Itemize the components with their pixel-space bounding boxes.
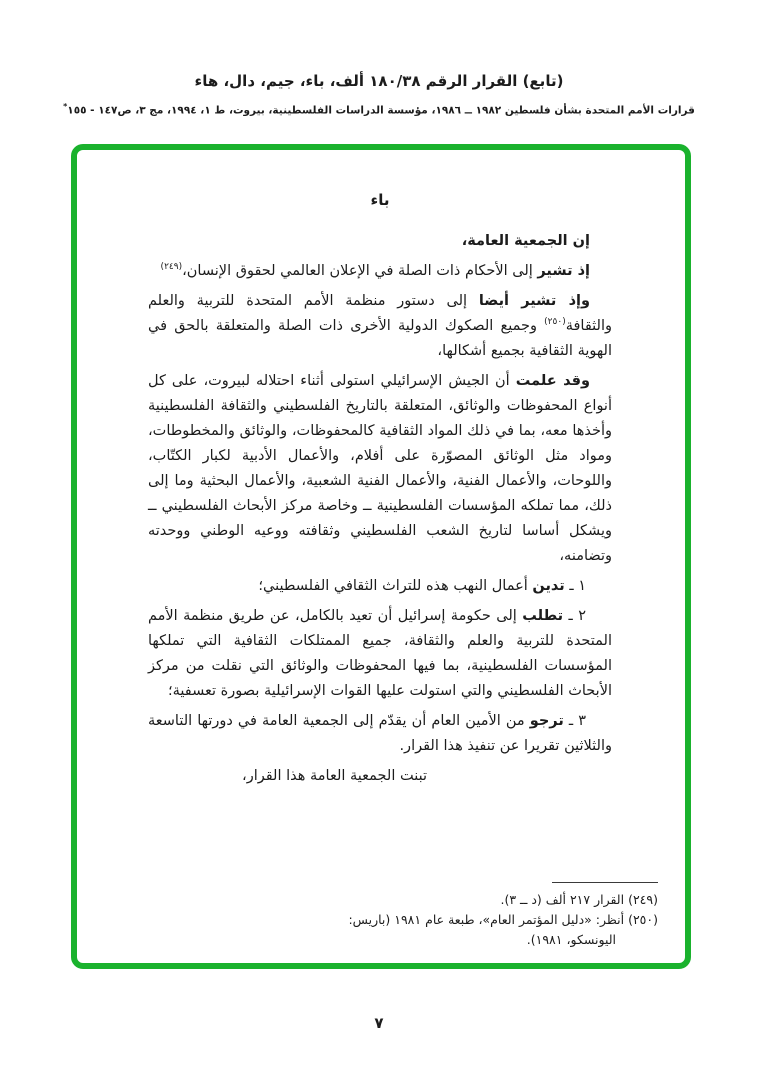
paragraph-text: أعمال النهب هذه للتراث الثقافي الفلسطيني؛: [258, 578, 533, 594]
paragraph: [148, 604, 612, 704]
paragraph-text: إلى الأحكام ذات الصلة في الإعلان العالمي لحقوق الإنسان،: [182, 263, 538, 279]
paragraph: [148, 574, 612, 599]
paragraph: [148, 369, 612, 569]
paragraph-text: وقد علمت: [515, 373, 590, 389]
paragraph-text: إلى دستور منظمة الأمم المتحدة للتربية والعلم والثقافة: [148, 293, 612, 334]
paragraph: [148, 289, 612, 364]
paragraph-text: تبنت الجمعية العامة هذا القرار،: [242, 768, 427, 784]
paragraph-text: أن الجيش الإسرائيلي استولى أثناء احتلاله لبيروت، على كل أنواع المحفوظات والوثائق، المتعلقة بالتاريخ الفلسطيني والثقافة الفلسطينية وأخذها معه، بما في ذلك المواد الثقافية كالمحفوظات، والوثائق والمخطوطات، ومواد مثل الوثائق المصوّرة على أفلام، والأعمال الأدبية لكبار الكتّاب، واللوحات، والأعمال الفنية، والأعمال الفنية الشعبية، والأعمال البحثية وما إلى ذلك، مما تملكه المؤسسات الفلسطينية ــ وخاصة مركز الأبحاث الفلسطيني ــ ويشكل أساسا لتاريخ الشعب الفلسطيني وثقافته ووعيه الوطني ووحدته وتضامنه،: [148, 373, 612, 564]
paragraph-text: ٣ ـ: [563, 713, 587, 729]
paragraph-text: إلى حكومة إسرائيل أن تعيد بالكامل، عن طريق منظمة الأمم المتحدة للتربية والعلم والثقافة، جميع الممتلكات الثقافية التي تملكها المؤسسات الفلسطينية، بما فيها المحفوظات والوثائق التي نقلت من مركز الأبحاث الفلسطيني والتي استولت عليها القوات الإسرائيلية بصورة تعسفية؛: [148, 608, 612, 699]
paragraph-text: ترجو: [529, 713, 564, 729]
footnote-separator: [552, 882, 658, 883]
paragraph-text: وإذ تشير أيضا: [478, 293, 590, 309]
paragraph-text: ١ ـ: [564, 578, 586, 594]
paragraph-text: وجميع الصكوك الدولية الأخرى ذات الصلة والمتعلقة بالحق في الهوية الثقافية بجميع أشكالها،: [148, 318, 612, 359]
source-footnote-mark: *: [63, 102, 68, 111]
source-citation: [0, 102, 758, 117]
footnote: (٢٥٠) أنظر: «دليل المؤتمر العام»، طبعة عام ١٩٨١ (باريس: اليونسكو، ١٩٨١).: [348, 912, 658, 947]
footnote-list: [313, 890, 658, 950]
footnotes-block: [313, 882, 658, 950]
paragraph-text: تدين: [532, 578, 565, 594]
resolution-paragraphs: [148, 229, 612, 789]
paragraph-text: من الأمين العام أن يقدّم إلى الجمعية العامة في دورتها التاسعة والثلاثين تقريرا عن تنفيذ هذا القرار.: [148, 713, 612, 754]
footnote-reference: (٢٥٠): [544, 317, 566, 328]
section-heading: باء: [370, 191, 390, 209]
resolution-title: (تابع) القرار الرقم ١٨٠/٣٨ ألف، باء، جيم، دال، هاء: [194, 72, 564, 90]
resolution-body: [148, 188, 612, 789]
paragraph: [148, 709, 612, 759]
paragraph: [148, 764, 427, 789]
footnote-reference: (٢٤٩): [160, 262, 183, 273]
paragraph: [148, 229, 612, 254]
paragraph: [148, 259, 612, 284]
footnote: (٢٤٩) القرار ٢١٧ ألف (د ــ ٣).: [500, 892, 658, 907]
source-citation-text: قرارات الأمم المتحدة بشأن فلسطين ١٩٨٢ ــ ١٩٨٦، مؤسسة الدراسات الفلسطينية، بيروت، ط ١، ١٩٩٤، مج ٣، ص١٤٧ - ١٥٥: [67, 104, 695, 117]
paragraph-text: تطلب: [522, 608, 564, 624]
paragraph-text: إن الجمعية العامة،: [461, 233, 590, 249]
paragraph-text: ٢ ـ: [563, 608, 587, 624]
page-number: ٧: [374, 1014, 384, 1032]
paragraph-text: إذ تشير: [537, 263, 590, 279]
